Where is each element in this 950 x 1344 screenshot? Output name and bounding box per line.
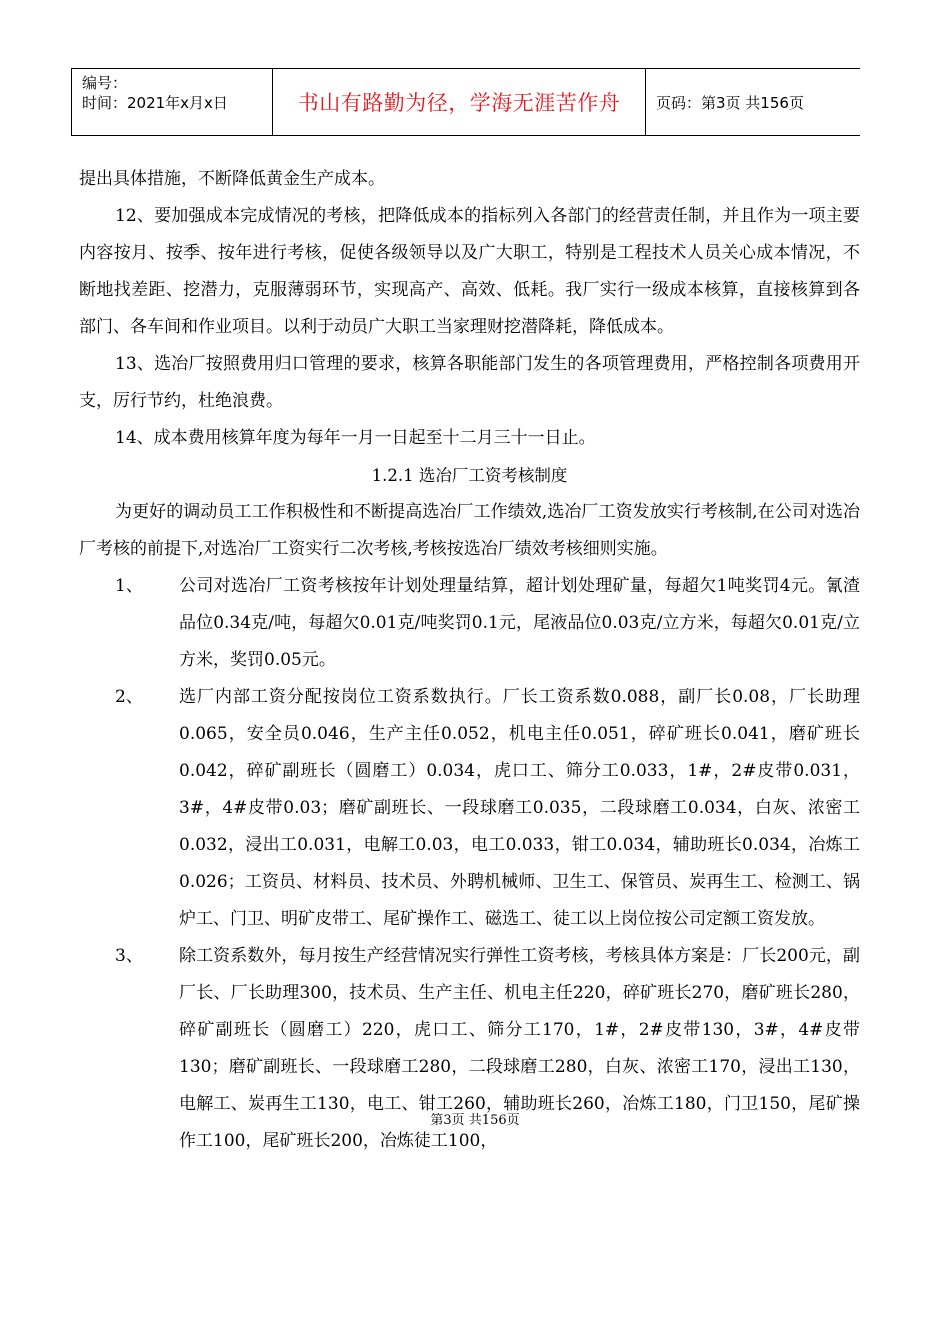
page-footer: 第3页 共156页	[430, 1113, 520, 1128]
header-motto-cell	[272, 69, 646, 135]
section-heading: 1.2.1 选冶厂工资考核制度	[371, 466, 568, 485]
motto-text: 书山有路勤为径，学海无涯苦作舟	[297, 91, 621, 115]
paragraph: 12、要加强成本完成情况的考核，把降低成本的指标列入各部门的经营责任制，并且作为一项主要内容按月、按季、按年进行考核，促使各级领导以及广大职工，特别是工程技术人员关心成本情况，不断地找差距、挖潜力，克服薄弱环节，实现高产、高效、低耗。我厂实行一级成本核算，直接核算到各部门、各车间和作业项目。以利于动员广大职工当家理财挖潜降耗，降低成本。	[79, 206, 860, 337]
list-item-text: 选厂内部工资分配按岗位工资系数执行。厂长工资系数0.088，副厂长0.08，厂长助理0.065，安全员0.046，生产主任0.052，机电主任0.051，碎矿班长0.041，磨矿班长0.042，碎矿副班长（圆磨工）0.034，虎口工、筛分工0.033，1#，2#皮带0.031，3#，4#皮带0.03；磨矿副班长、一段球磨工0.035，二段球磨工0.034，白灰、浓密工0.032，浸出工0.031，电解工0.03，电工0.033，钳工0.034，辅助班长0.034，冶炼工0.026；工资员、材料员、技术员、外聘机械师、卫生工、保管员、炭再生工、检测工、锅炉工、门卫、明矿皮带工、尾矿操作工、磁选工、徒工以上岗位按公司定额工资发放。	[179, 687, 860, 929]
list-item-text: 除工资系数外，每月按生产经营情况实行弹性工资考核，考核具体方案是：厂长200元，副厂长、厂长助理300，技术员、生产主任、机电主任220，碎矿班长270，磨矿班长280，碎矿副班长（圆磨工）220，虎口工、筛分工170，1#，2#皮带130，3#，4#皮带130；磨矿副班长、一段球磨工280，二段球磨工280，白灰、浓密工170，浸出工130，电解工、炭再生工130，电工、钳工260，辅助班长260，冶炼工180，门卫150，尾矿操作工100，尾矿班长200，冶炼徒工100，	[179, 946, 860, 1151]
paragraph: 13、选冶厂按照费用归口管理的要求，核算各职能部门发生的各项管理费用，严格控制各项费用开支，厉行节约，杜绝浪费。	[79, 354, 860, 411]
list-item	[79, 568, 860, 679]
paragraph: 提出具体措施，不断降低黄金生产成本。	[79, 169, 385, 189]
document-body	[79, 161, 860, 1160]
page-label: 页码：第3页 共156页	[656, 93, 804, 112]
list-item-number: 1、	[115, 576, 143, 596]
list-item	[79, 679, 860, 938]
time-label: 时间：2021年x月x日	[82, 94, 228, 112]
page-header	[71, 68, 860, 136]
number-label: 编号：	[82, 74, 128, 92]
list-item-text: 公司对选冶厂工资考核按年计划处理量结算，超计划处理矿量，每超欠1吨奖罚4元。氰渣品位0.34克/吨，每超欠0.01克/吨奖罚0.1元，尾液品位0.03克/立方米，每超欠0.01克/立方米，奖罚0.05元。	[179, 576, 860, 670]
header-meta-cell	[71, 69, 272, 135]
list-item-number: 3、	[115, 946, 143, 966]
header-page-cell	[646, 69, 860, 135]
list-item-number: 2、	[115, 687, 143, 707]
paragraph: 14、成本费用核算年度为每年一月一日起至十二月三十一日止。	[115, 428, 596, 448]
intro-paragraph: 为更好的调动员工工作积极性和不断提高选冶厂工作绩效,选冶厂工资发放实行考核制,在公司对选冶厂考核的前提下,对选冶厂工资实行二次考核,考核按选冶厂绩效考核细则实施。	[79, 502, 860, 559]
